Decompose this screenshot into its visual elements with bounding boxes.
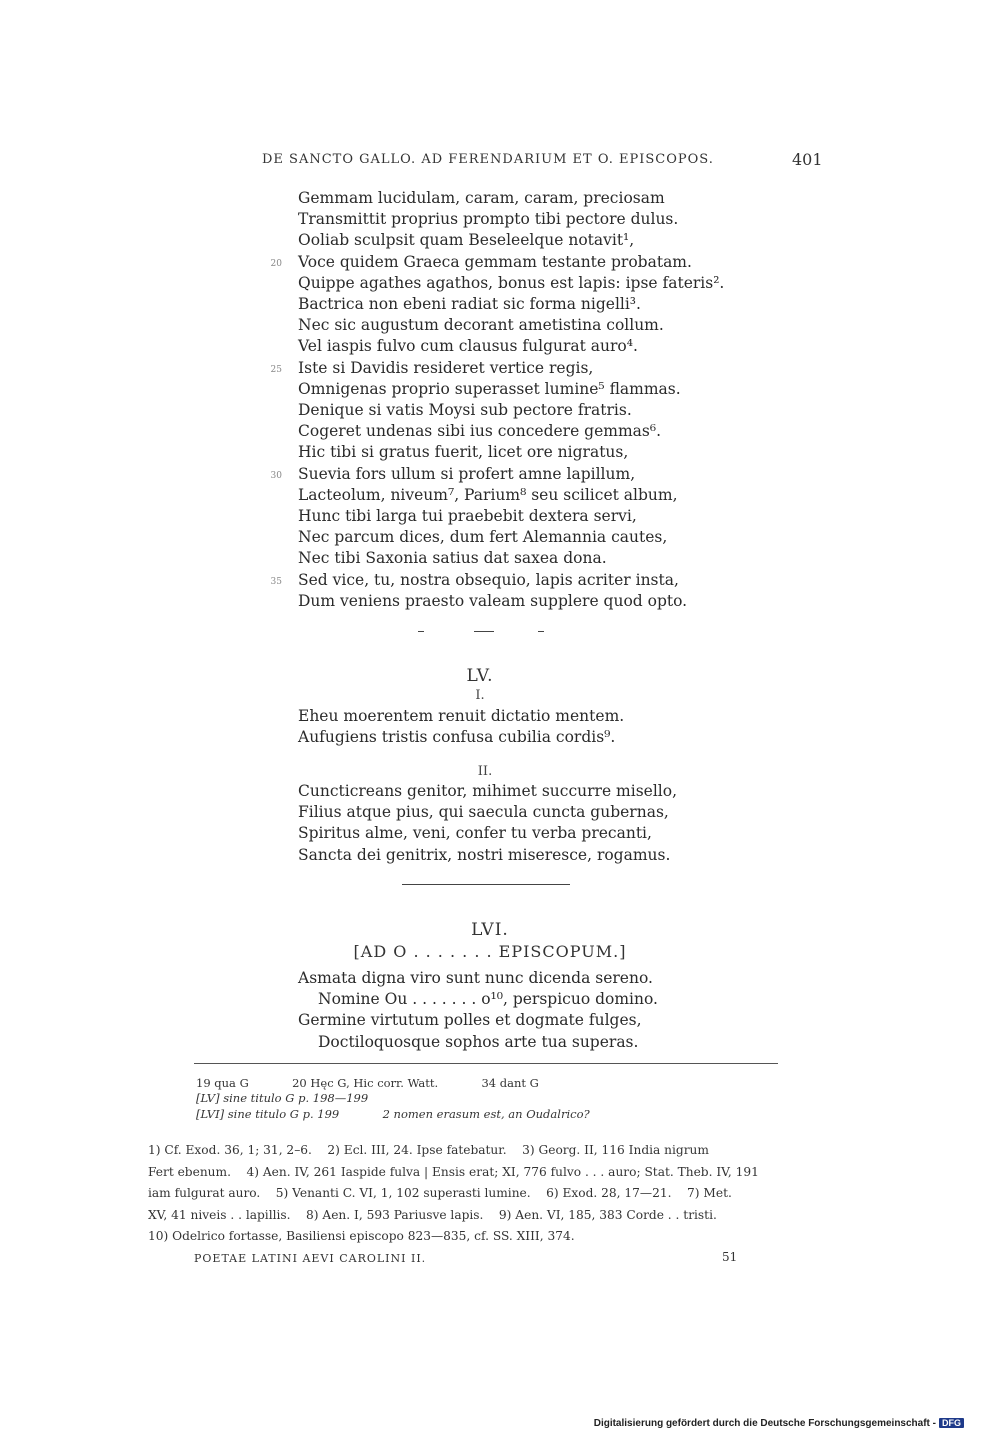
verse-text: Omnigenas proprio superasset lumine⁵ flammas.	[298, 379, 681, 398]
verse-line: Sancta dei genitrix, nostri miserescе, rogamus.	[298, 845, 671, 864]
verse-line: Aufugiens tristis confusa cubilia cordis⁹.	[298, 728, 616, 747]
verse-text: Quippe agathes agathos, bonus est lapis: ipse fateris².	[298, 273, 725, 292]
digitization-credit	[594, 1418, 964, 1429]
note-line: iam fulgurat auro. 5) Venanti C. VI, 1, 102 superasti lumine. 6) Exod. 28, 17—21. 7) Met.	[148, 1186, 732, 1201]
note-line: Fert ebenum. 4) Aen. IV, 261 Iaspide fulva | Ensis erat; XI, 776 fulvo . . . auro; Stat. Theb. IV, 191	[148, 1164, 759, 1179]
verse-text: Gemmam lucidulam, caram, caram, preciosam	[298, 189, 665, 207]
note-line: XV, 41 niveis . . lapillis. 8) Aen. I, 593 Pariusve lapis. 9) Aen. VI, 185, 383 Corde . . tristi.	[148, 1207, 717, 1222]
verse-line	[298, 294, 724, 315]
verse-text: Cogeret undenas sibi ius concedere gemmas⁶.	[298, 422, 662, 441]
signature-mark: 51	[722, 1250, 738, 1264]
verse-line: Nomine Ou . . . . . . . o¹⁰, perspicuo domino.	[318, 990, 658, 1009]
verse-line: Doctiloquosque sophos arte tua superas.	[318, 1032, 639, 1051]
verse-line	[298, 400, 724, 421]
verse-line	[298, 273, 724, 294]
verse-text: Bactrica non ebeni radiat sic forma nigelli³.	[298, 295, 641, 314]
running-head: DE SANCTO GALLO. AD FERENDARIUM ET O. EPISCOPOS.	[262, 152, 714, 167]
verse-text: Voce quidem Graeca gemmam testante probatam.	[298, 252, 692, 271]
verse-text: Ooliab sculpsit quam Beseleelque notavit¹,	[298, 231, 635, 250]
verse-text: Suevia fors ullum si profert amne lapillum,	[298, 464, 636, 483]
verse-text: Nec sic augustum decorant ametistina collum.	[298, 316, 664, 335]
page-number: 401	[792, 150, 823, 169]
verse-line	[298, 209, 724, 230]
verse-text: Nec parcum dices, dum fert Alemannia cautes,	[298, 528, 668, 547]
verse-line: Filius atque pius, qui saecula cuncta gubernas,	[298, 803, 669, 822]
verse-line	[298, 188, 724, 209]
poem-lv-part1-label: I.	[475, 688, 485, 703]
verse-line	[298, 336, 724, 357]
verse-line: Cuncticreans genitor, mihimet succurre misello,	[298, 782, 677, 800]
series-title: POETAE LATINI AEVI CAROLINI II.	[194, 1252, 427, 1265]
poem-lvi	[298, 968, 658, 1053]
verse-text: Hunc tibi larga tui praebebit dextera servi,	[298, 507, 637, 526]
note-line: 1) Cf. Exod. 36, 1; 31, 2–6. 2) Ecl. III, 24. Ipse fatebatur. 3) Georg. II, 116 India nigrum	[148, 1143, 709, 1157]
apparatus-note: 34 dant G	[481, 1076, 539, 1090]
verse-text: Vel iaspis fulvo cum clausus fulgurat auro⁴.	[298, 337, 638, 356]
verse-line	[298, 230, 724, 251]
verse-line	[298, 485, 724, 506]
verse-line	[270, 570, 724, 591]
line-number: 35	[270, 576, 282, 587]
apparatus-note: 2 nomen erasum est, an Oudalrico?	[382, 1106, 590, 1121]
verse-line	[298, 548, 724, 569]
verse-line: Germine virtutum polles et dogmate fulges,	[298, 1011, 642, 1030]
verse-line	[298, 315, 724, 336]
verse-line	[270, 358, 724, 379]
verse-line	[298, 421, 724, 442]
poem-lvi-title: LVI.	[471, 920, 509, 940]
verse-text: Transmittit proprius prompto tibi pectore dulus.	[298, 210, 679, 229]
apparatus-note: [LVI] sine titulo G p. 199	[196, 1106, 340, 1121]
poem-lv-part2-label: II.	[477, 764, 493, 779]
critical-apparatus	[196, 1076, 590, 1122]
line-number: 25	[270, 364, 282, 375]
line-number: 20	[270, 258, 282, 269]
apparatus-note: [LV] sine titulo G p. 198—199	[196, 1091, 369, 1106]
source-notes	[148, 1140, 824, 1248]
verse-text: Hic tibi si gratus fuerit, licet ore nigratus,	[298, 443, 629, 462]
verse-text: Lacteolum, niveum⁷, Parium⁸ seu scilicet album,	[298, 485, 678, 504]
poem-liv-ending	[270, 188, 725, 612]
poem-lvi-subtitle: [AD O . . . . . . . EPISCOPUM.]	[353, 942, 627, 961]
section-divider	[418, 628, 546, 634]
poem-lv-title: LV.	[466, 666, 494, 686]
verse-line	[270, 464, 724, 485]
verse-line	[270, 252, 724, 273]
verse-text: Denique si vatis Moysi sub pectore fratris.	[298, 401, 632, 420]
note-line: 10) Odelrico fortasse, Basiliensi episcopo 823—835, cf. SS. XIII, 374.	[148, 1229, 575, 1244]
verse-text: Nec tibi Saxonia satius dat saxea dona.	[298, 549, 607, 568]
section-divider-rule	[402, 884, 570, 885]
verse-line: Eheu moerentem renuit dictatio mentem.	[298, 707, 625, 725]
credit-text: Digitalisierung gefördert durch die Deutsche Forschungsgemeinschaft -	[593, 1418, 936, 1429]
verse-text: Sed vice, tu, nostra obsequio, lapis acriter insta,	[298, 570, 679, 589]
verse-text: Dum veniens praesto valeam supplere quod opto.	[298, 591, 688, 610]
apparatus-note: 20 Hęc G, Hic corr. Watt.	[292, 1076, 439, 1090]
line-number: 30	[270, 470, 282, 481]
verse-line	[298, 527, 724, 548]
verse-line	[298, 506, 724, 527]
poem-lv-part2	[298, 781, 677, 866]
verse-text: Iste si Davidis resideret vertice regis,	[298, 358, 594, 377]
poem-lv-part1	[298, 706, 624, 748]
apparatus-rule	[194, 1063, 778, 1064]
verse-line	[298, 379, 724, 400]
verse-line: Spiritus alme, veni, confer tu verba precanti,	[298, 824, 652, 843]
apparatus-note: 19 qua G	[196, 1076, 249, 1090]
dfg-logo-icon: DFG	[939, 1418, 964, 1428]
verse-line: Asmata digna viro sunt nunc dicenda sereno.	[298, 969, 653, 987]
verse-line	[298, 591, 724, 612]
verse-line	[298, 442, 724, 463]
